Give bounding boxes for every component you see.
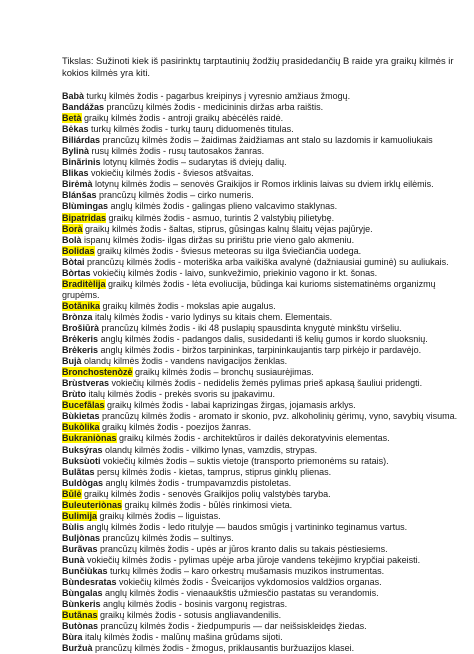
list-item xyxy=(62,489,462,500)
entry-term: Birėmà xyxy=(62,179,93,190)
entry-term: Bunà xyxy=(62,554,85,565)
entry-term: Bòtai xyxy=(62,256,85,267)
entry-term: Bunčiùkas xyxy=(62,566,108,577)
entry-term: Bùkietas xyxy=(62,411,100,422)
entry-term: Bolà xyxy=(62,234,82,245)
entry-term: Bulãtas xyxy=(62,466,95,477)
entry-description: prancūzų kilmės žodis - žmogus, priklausantis buržuazijos klasei. xyxy=(92,643,355,654)
entry-description: turkų kilmės žodis - turkų taurų diduomenės titulas. xyxy=(88,124,294,135)
entry-description: graikų kilmės žodis - šaltas, stiprus, gūsingas kalnų šlaitų vėjas pajūryje. xyxy=(82,223,373,234)
list-item xyxy=(62,445,462,456)
list-item xyxy=(62,400,462,411)
list-item xyxy=(62,533,462,544)
entry-description: graikų kilmės žodis - būlės rinkimosi vieta. xyxy=(122,499,293,510)
entry-description: graikų kilmės žodis - lėta evoliucija, būdinga kai kurioms sistematinėms organizmų grupėms. xyxy=(62,278,436,300)
entry-term: Brėkeris xyxy=(62,345,99,356)
list-item xyxy=(62,433,462,444)
list-item xyxy=(62,168,462,179)
list-item xyxy=(62,91,462,102)
entry-term: Bùnkeris xyxy=(62,599,101,610)
entry-description: olandų kilmės žodis - vilkimo lynas, vamzdis, strypas. xyxy=(102,444,318,455)
entry-description: lotynų kilmės žodis – sudarytas iš dviejų dalių. xyxy=(100,157,287,168)
entry-description: graikų kilmės žodis - antroji graikų abėcėlės raidė. xyxy=(81,113,284,124)
entry-description: graikų kilmės žodis – liguistas. xyxy=(97,510,221,521)
entry-term: Buksýras xyxy=(62,444,103,455)
entry-description: prancūzų kilmės žodis - upės ar jūros kranto dalis su takais pėstiesiems. xyxy=(97,543,388,554)
list-item xyxy=(62,566,462,577)
list-item xyxy=(62,135,462,146)
list-item xyxy=(62,367,462,378)
list-item xyxy=(62,301,462,312)
entry-term: Buržuà xyxy=(62,643,93,654)
entry-term: Buldògas xyxy=(62,477,104,488)
entry-description: prancūzų kilmės žodis - iki 48 puslapių spausdinta knygutė minkštu viršeliu. xyxy=(99,322,402,333)
entry-term: Bukraniònas xyxy=(62,433,117,444)
entry-description: graikų kilmės žodis - mokslas apie augalus. xyxy=(100,300,276,311)
list-item xyxy=(62,467,462,478)
list-item xyxy=(62,411,462,422)
entry-description: prancūzų kilmės žodis - moteriška arba vaikiška avalynė (dažniausiai guminė) su auliukais. xyxy=(84,256,449,267)
list-item xyxy=(62,632,462,643)
entry-term: Bandážas xyxy=(62,102,105,113)
entry-description: olandų kilmės žodis - vandens navigacijos ženklas. xyxy=(81,356,288,367)
entry-description: vokiečių kilmės žodis - Šveicarijos vykdomosios valdžios organas. xyxy=(116,577,382,588)
entry-term: Blùmingas xyxy=(62,201,109,212)
list-item xyxy=(62,312,462,323)
entry-term: Bùra xyxy=(62,632,83,643)
entry-term: Bėkas xyxy=(62,124,89,135)
list-item xyxy=(62,610,462,621)
list-item xyxy=(62,201,462,212)
list-item xyxy=(62,577,462,588)
entry-description: anglų kilmės žodis - ledo ritulyje — baudos smūgis į vartininko teginamus vartus. xyxy=(84,521,408,532)
entry-description: vokiečių kilmės žodis - pylimas upėje arba jūroje vandens tekėjimo krypčiai pakeisti. xyxy=(84,554,421,565)
document-page xyxy=(62,55,462,654)
entry-description: rusų kilmės žodis - rusų tautosakos žanras. xyxy=(89,146,265,157)
list-item xyxy=(62,113,462,124)
list-item xyxy=(62,378,462,389)
entry-term: Buljònas xyxy=(62,532,101,543)
entry-term: Butãnas xyxy=(62,610,98,621)
entry-description: italų kilmės žodis - malūnų mašina grūdams sijoti. xyxy=(82,632,283,643)
entry-description: prancūzų kilmės žodis – žaidimas žaidžiamas ant stalo su lazdomis ir kamuoliukais xyxy=(100,135,433,146)
entry-term: Brėkeris xyxy=(62,334,99,345)
list-item xyxy=(62,511,462,522)
entry-description: ispanų kilmės žodis- ilgas diržas su pririštu prie vieno galo akmeniu. xyxy=(81,234,355,245)
document-intro: Tikslas: Sužinoti kiek iš pasirinktų tarptautinių žodžių prasidedančių B raide yra graikų kilmės ir kokios kilmės yra kiti. xyxy=(62,55,454,78)
list-item xyxy=(62,555,462,566)
entry-description: persų kilmės žodis - kietas, tamprus, stiprus ginklų plienas. xyxy=(94,466,332,477)
entry-description: graikų kilmės žodis - sotusis angliavandenilis. xyxy=(97,610,282,621)
list-item xyxy=(62,257,462,268)
entry-term: Babà xyxy=(62,91,85,101)
list-item xyxy=(62,356,462,367)
entry-description: graikų kilmės žodis – bronchų susiaurėjimas. xyxy=(132,367,314,378)
list-item xyxy=(62,389,462,400)
entry-list xyxy=(62,91,462,654)
entry-description: vokiečių kilmės žodis - šviesos atšvaitas. xyxy=(88,168,254,179)
list-item xyxy=(62,190,462,201)
entry-term: Bipatridas xyxy=(62,212,107,223)
list-item xyxy=(62,599,462,610)
entry-description: turkų kilmės žodis – karo orkestrų mušamasis muzikos instrumentas. xyxy=(107,566,385,577)
list-item xyxy=(62,268,462,279)
list-item xyxy=(62,422,462,433)
entry-term: Bulimija xyxy=(62,510,98,521)
list-item xyxy=(62,643,462,654)
entry-term: Botãnika xyxy=(62,300,101,311)
entry-term: Braditèlija xyxy=(62,278,106,289)
entry-term: Bùlis xyxy=(62,521,85,532)
entry-term: Brošiūrà xyxy=(62,322,100,333)
list-item xyxy=(62,621,462,632)
entry-term: Bolidas xyxy=(62,245,95,256)
entry-term: Bujà xyxy=(62,356,82,367)
entry-description: anglų kilmės žodis - vienaaukštis užmiesčio pastatas su verandomis. xyxy=(102,588,379,599)
entry-term: Brònza xyxy=(62,311,93,322)
list-item xyxy=(62,124,462,135)
entry-description: turkų kilmės žodis - pagarbus kreipinys į vyresnio amžiaus žmogų. xyxy=(84,91,351,101)
entry-term: Bronchostenòzė xyxy=(62,367,133,378)
list-item xyxy=(62,279,462,301)
entry-term: Burãvas xyxy=(62,543,98,554)
entry-description: anglų kilmės žodis - padangos dalis, susidedanti iš kelių gumos ir kordo sluoksnių. xyxy=(98,334,428,345)
entry-description: graikų kilmės žodis - senovės Graikijos polių valstybės taryba. xyxy=(81,488,331,499)
entry-term: Bùngalas xyxy=(62,588,103,599)
entry-term: Binãrinis xyxy=(62,157,101,168)
list-item xyxy=(62,179,462,190)
entry-term: Bukòlika xyxy=(62,422,100,433)
entry-term: Bucefãlas xyxy=(62,400,105,411)
entry-description: graikų kilmės žodis - asmuo, turintis 2 valstybių pilietybę. xyxy=(106,212,335,223)
entry-term: Blánšas xyxy=(62,190,97,201)
entry-description: vokiečių kilmės žodis - nedidelis žemės pylimas prieš apkasą šauliui pridengti. xyxy=(109,378,423,389)
list-item xyxy=(62,146,462,157)
entry-term: Bùndesratas xyxy=(62,577,117,588)
list-item xyxy=(62,522,462,533)
entry-description: graikų kilmės žodis - poezijos žanras. xyxy=(99,422,252,433)
list-item xyxy=(62,478,462,489)
list-item xyxy=(62,456,462,467)
entry-description: prancūzų kilmės žodis - žiedpumpuris — dar neišsiskleidęs žiedas. xyxy=(98,621,367,632)
entry-term: Biliárdas xyxy=(62,135,101,146)
list-item xyxy=(62,157,462,168)
entry-description: anglų kilmės žodis - bosinis vargonų registras. xyxy=(100,599,288,610)
list-item xyxy=(62,213,462,224)
entry-description: italų kilmės žodis - vario lydinys su kitais chem. Elementais. xyxy=(92,311,333,322)
entry-term: Būlė xyxy=(62,488,82,499)
entry-term: Betà xyxy=(62,113,82,124)
entry-description: lotynų kilmės žodis – senovės Graikijos ir Romos irklinis laivas su dviem irklų eilėmis. xyxy=(92,179,434,190)
entry-description: graikų kilmės žodis - architektūros ir dailės dekoratyvinis elementas. xyxy=(116,433,390,444)
entry-description: anglų kilmės žodis - biržos tarpininkas, tarpininkaujantis tarp pirkėjo ir pardavėjo. xyxy=(98,345,422,356)
entry-term: Borà xyxy=(62,223,83,234)
entry-term: Blikas xyxy=(62,168,89,179)
entry-term: Buksùoti xyxy=(62,455,101,466)
entry-description: vokiečių kilmės žodis – suktis vietoje (transporto priemonėms su ratais). xyxy=(100,455,389,466)
entry-description: graikų kilmės žodis - labai kaprizingas žirgas, jojamasis arklys. xyxy=(104,400,356,411)
list-item xyxy=(62,323,462,334)
entry-term: Brùto xyxy=(62,389,86,400)
entry-description: prancūzų kilmės žodis - medicininis diržas arba raištis. xyxy=(104,102,324,113)
entry-description: prancūzų kilmės žodis - aromato ir skonio, pvz. alkoholinių gėrimų, vyno, savybių visuma. xyxy=(99,411,458,422)
list-item xyxy=(62,224,462,235)
entry-description: anglų kilmės žodis - galingas plieno valcavimo staklynas. xyxy=(108,201,338,212)
entry-term: Bòrtas xyxy=(62,267,91,278)
entry-term: Buleuteriònas xyxy=(62,499,123,510)
entry-description: italų kilmės žodis - prekės svoris su įpakavimu. xyxy=(86,389,276,400)
entry-term: Bylinà xyxy=(62,146,90,157)
list-item xyxy=(62,334,462,345)
list-item xyxy=(62,246,462,257)
list-item xyxy=(62,102,462,113)
entry-description: prancūzų kilmės žodis – cirko numeris. xyxy=(96,190,254,201)
list-item xyxy=(62,345,462,356)
entry-description: prancūzų kilmės žodis – sultinys. xyxy=(100,532,234,543)
entry-term: Butònas xyxy=(62,621,98,632)
entry-term: Brùstveras xyxy=(62,378,110,389)
entry-description: vokiečių kilmės žodis - laivo, sunkvežimio, priekinio vagono ir kt. šonas. xyxy=(90,267,378,278)
entry-description: anglų kilmės žodis - trumpavamzdis pistoletas. xyxy=(103,477,292,488)
list-item xyxy=(62,544,462,555)
entry-description: graikų kilmės žodis - šviesus meteoras su ilga šviečiančia uodega. xyxy=(94,245,362,256)
list-item xyxy=(62,588,462,599)
list-item xyxy=(62,235,462,246)
list-item xyxy=(62,500,462,511)
